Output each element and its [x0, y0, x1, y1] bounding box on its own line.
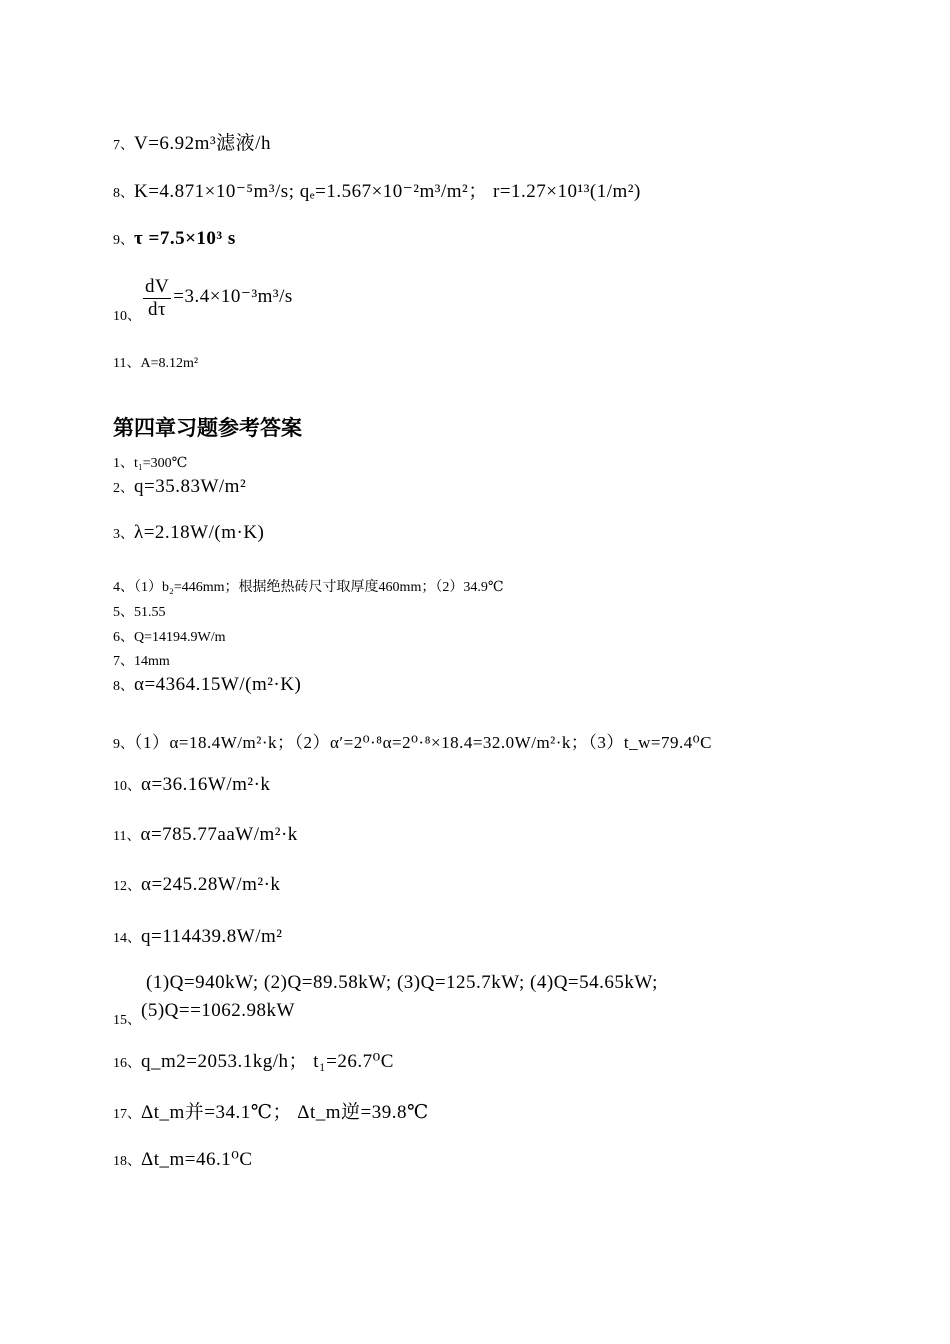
answer-ch4-14: 14、q=114439.8W/m²: [113, 926, 283, 947]
answer-expr: t₁=300℃: [134, 456, 188, 471]
answer-ch3-9: 9、τ =7.5×10³ s: [113, 228, 236, 249]
answer-expr: (5)Q==1062.98kW: [141, 1000, 295, 1021]
answer-expr: τ =7.5×10³ s: [134, 228, 236, 249]
answer-ch3-8: 8、K=4.871×10⁻⁵m³/s; qₑ=1.567×10⁻²m³/m²； r=1.27×10¹³(1/m²): [113, 181, 641, 202]
answer-ch4-4: 4、（1）b₂=446mm；根据绝热砖尺寸取厚度460mm；（2）34.9℃: [113, 580, 504, 595]
answer-expr: 14mm: [134, 654, 170, 669]
answer-expr: （1）b₂=446mm；根据绝热砖尺寸取厚度460mm；（2）34.9℃: [134, 580, 504, 595]
answer-expr: V=6.92m³滤液/h: [134, 133, 271, 154]
answer-ch3-11: 11、A=8.12m²: [113, 356, 199, 371]
answer-expr: =3.4×10⁻³m³/s: [173, 286, 293, 308]
answer-ch4-8: 8、α=4364.15W/(m²·K): [113, 674, 302, 695]
answer-ch4-3: 3、λ=2.18W/(m·K): [113, 522, 265, 543]
answer-ch4-1: 1、t₁=300℃: [113, 456, 188, 471]
answer-expr: λ=2.18W/(m·K): [134, 522, 265, 543]
answer-expr-line1: (1)Q=940kW; (2)Q=89.58kW; (3)Q=125.7kW; (4)Q=54.65kW;: [146, 972, 658, 993]
answer-expr: （1）α=18.4W/m²·k；（2）α′=2⁰·⁸α=2⁰·⁸×18.4=32.0W/m²·k；（3）t_w=79.4⁰C: [134, 733, 712, 752]
answer-ch4-12: 12、α=245.28W/m²·k: [113, 874, 281, 895]
answer-ch4-10: 10、α=36.16W/m²·k: [113, 774, 271, 795]
fraction-numerator: dV: [145, 276, 170, 297]
fraction-denominator: dτ: [148, 299, 167, 320]
answer-expr: q_m2=2053.1kg/h； t₁=26.7⁰C: [141, 1051, 394, 1072]
answer-ch4-5: 5、51.55: [113, 605, 166, 620]
derivative-fraction: [143, 276, 171, 321]
answer-expr: Δt_m=46.1⁰C: [141, 1149, 253, 1170]
answer-expr: α=36.16W/m²·k: [141, 774, 271, 795]
answer-ch4-9: 9、（1）α=18.4W/m²·k；（2）α′=2⁰·⁸α=2⁰·⁸×18.4=32.0W/m²·k；（3）t_w=79.4⁰C: [113, 733, 712, 752]
answer-ch4-11: 11、α=785.77aaW/m²·k: [113, 824, 298, 845]
answer-ch3-10: 10、 $\frac{dV}{d\tau}$ =3.4×10⁻³m³/s: [113, 276, 293, 325]
answer-ch3-7: 7、V=6.92m³滤液/h: [113, 133, 271, 154]
answer-ch4-15: 15、(5)Q==1062.98kW: [113, 1000, 295, 1028]
answer-ch4-7: 7、14mm: [113, 654, 170, 669]
answer-expr: 51.55: [134, 605, 166, 620]
answer-ch4-15-line1: [146, 972, 658, 994]
answer-expr: α=4364.15W/(m²·K): [134, 674, 302, 695]
answer-expr: q=114439.8W/m²: [141, 926, 283, 947]
answer-expr: q=35.83W/m²: [134, 476, 247, 497]
answer-expr: Q=14194.9W/m: [134, 630, 226, 645]
answer-expr: α=785.77aaW/m²·k: [140, 824, 298, 845]
answer-ch4-18: 18、Δt_m=46.1⁰C: [113, 1149, 253, 1170]
answer-ch4-17: 17、Δt_m并=34.1℃； Δt_m逆=39.8℃: [113, 1102, 429, 1123]
chapter-heading: 第四章习题参考答案: [113, 416, 302, 440]
answer-expr: A=8.12m²: [140, 356, 199, 371]
answer-ch4-16: 16、q_m2=2053.1kg/h； t₁=26.7⁰C: [113, 1051, 394, 1072]
answer-ch4-6: 6、Q=14194.9W/m: [113, 630, 226, 645]
answer-expr: K=4.871×10⁻⁵m³/s; qₑ=1.567×10⁻²m³/m²； r=1.27×10¹³(1/m²): [134, 181, 641, 202]
answer-expr: α=245.28W/m²·k: [141, 874, 281, 895]
answer-expr: Δt_m并=34.1℃； Δt_m逆=39.8℃: [141, 1102, 429, 1123]
answer-ch4-2: 2、q=35.83W/m²: [113, 476, 247, 497]
